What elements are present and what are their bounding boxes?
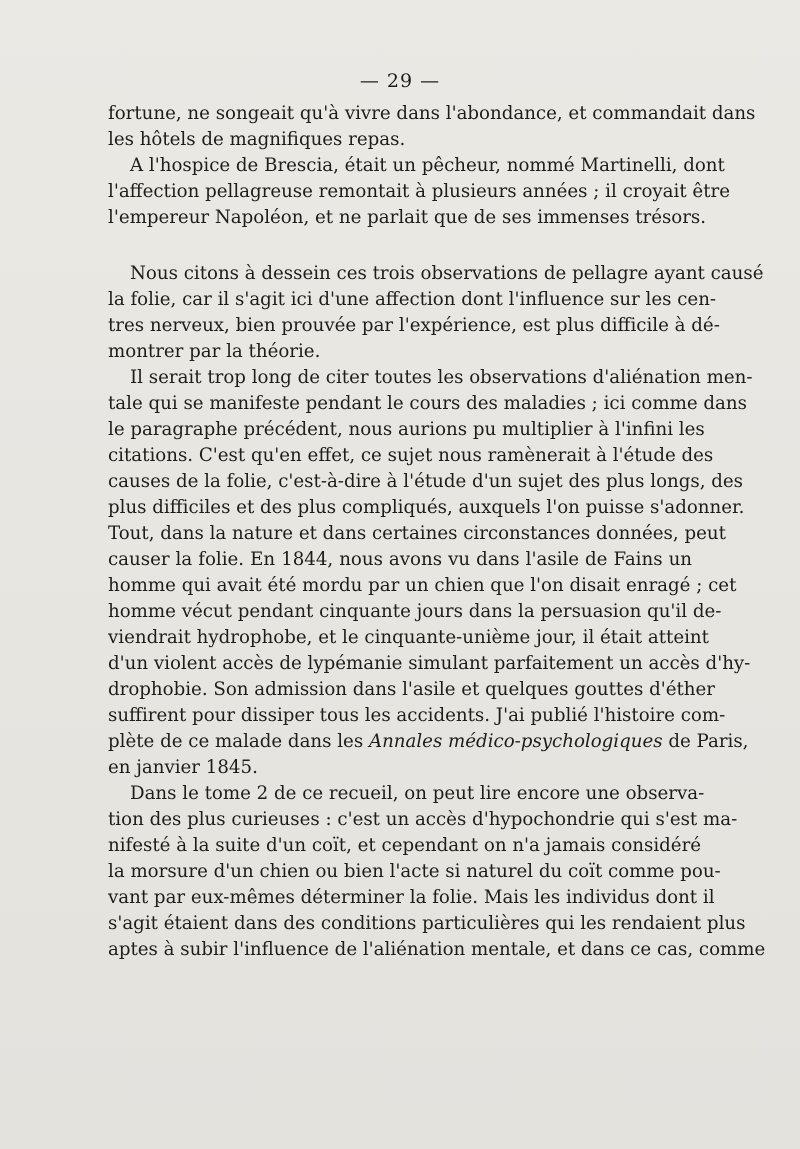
text-line: montrer par la théorie. <box>108 341 321 362</box>
text-line: fortune, ne songeait qu'à vivre dans l'abondance, et commandait dans <box>108 103 756 124</box>
body-text <box>108 101 766 963</box>
text-line: nifesté à la suite d'un coït, et cependant on n'a jamais considéré <box>108 835 702 856</box>
text-line: plus difficiles et des plus compliqués, auxquels l'on puisse s'adonner. <box>108 497 745 518</box>
text-line: A l'hospice de Brescia, était un pêcheur, nommé Martinelli, dont <box>130 155 725 176</box>
page-number: — 29 — <box>359 70 441 92</box>
text-line: la morsure d'un chien ou bien l'acte si naturel du coït comme pou- <box>108 861 721 882</box>
paragraph <box>108 261 764 365</box>
paragraph-gap <box>108 231 692 261</box>
text-line: Nous citons à dessein ces trois observations de pellagre ayant causé <box>130 263 764 284</box>
text-line: tion des plus curieuses : c'est un accès d'hypochondrie qui s'est ma- <box>108 809 738 830</box>
text-line: causer la folie. En 1844, nous avons vu dans l'asile de Fains un <box>108 549 692 570</box>
text-line: suffirent pour dissiper tous les accidents. J'ai publié l'histoire com- <box>108 705 726 726</box>
text-line: Tout, dans la nature et dans certaines circonstances données, peut <box>108 523 726 544</box>
text-line: plète de ce malade dans les Annales médico-psychologiques de Paris, <box>108 731 749 752</box>
paragraph <box>108 101 756 153</box>
text-line: les hôtels de magnifiques repas. <box>108 129 406 150</box>
text-line: en janvier 1845. <box>108 757 258 778</box>
text-line: s'agit étaient dans des conditions particulières qui les rendaient plus <box>108 913 746 934</box>
text-line: tres nerveux, bien prouvée par l'expérience, est plus difficile à dé- <box>108 315 720 336</box>
text-line: l'empereur Napoléon, et ne parlait que de ses immenses trésors. <box>108 207 707 228</box>
text-line: tale qui se manifeste pendant le cours des maladies ; ici comme dans <box>108 393 747 414</box>
paragraph <box>108 153 730 231</box>
paragraph <box>108 781 766 963</box>
text-line: vant par eux-mêmes déterminer la folie. Mais les individus dont il <box>108 887 715 908</box>
text-line: aptes à subir l'influence de l'aliénation mentale, et dans ce cas, comme <box>108 939 766 960</box>
text-line: Il serait trop long de citer toutes les observations d'aliénation men- <box>130 367 753 388</box>
text-line: drophobie. Son admission dans l'asile et quelques gouttes d'éther <box>108 679 715 700</box>
journal-title: Annales médico-psychologiques <box>368 731 663 752</box>
text-line: citations. C'est qu'en effet, ce sujet nous ramènerait à l'étude des <box>108 445 714 466</box>
text-line: viendrait hydrophobe, et le cinquante-unième jour, il était atteint <box>108 627 709 648</box>
paragraph <box>108 365 753 781</box>
text-line: Dans le tome 2 de ce recueil, on peut lire encore une observa- <box>130 783 705 804</box>
text-line: homme qui avait été mordu par un chien que l'on disait enragé ; cet <box>108 575 737 596</box>
text-line: d'un violent accès de lypémanie simulant parfaitement un accès d'hy- <box>108 653 751 674</box>
text-line: la folie, car il s'agit ici d'une affection dont l'influence sur les cen- <box>108 289 717 310</box>
text-line: homme vécut pendant cinquante jours dans la persuasion qu'il de- <box>108 601 722 622</box>
text-line: le paragraphe précédent, nous aurions pu multiplier à l'infini les <box>108 419 705 440</box>
text-line: l'affection pellagreuse remontait à plusieurs années ; il croyait être <box>108 181 730 202</box>
text-line: causes de la folie, c'est-à-dire à l'étude d'un sujet des plus longs, des <box>108 471 744 492</box>
